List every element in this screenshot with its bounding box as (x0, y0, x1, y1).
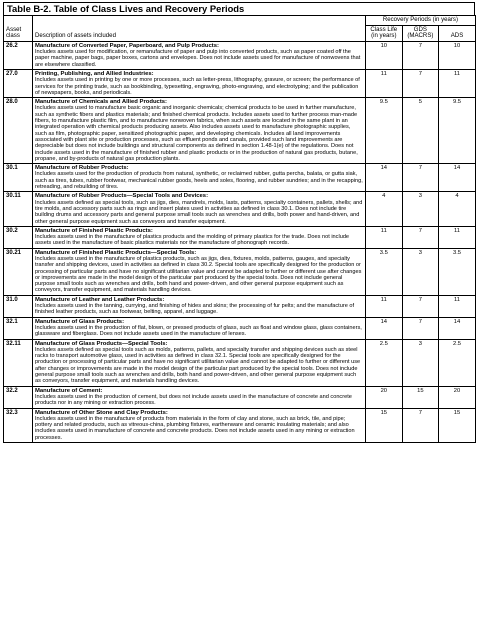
gds-cell: 7 (402, 164, 439, 192)
description-cell (33, 295, 366, 317)
description-cell (33, 192, 366, 226)
description-text: Includes assets used in the production of cement, but does not include assets used in the manufacture of concrete and concrete products nor in any mining or extraction process. (35, 393, 352, 407)
header-gds: GDS (MACRS) (402, 25, 439, 41)
description-cell (33, 226, 366, 248)
class-life-cell: 11 (366, 69, 403, 97)
asset-class-cell: 30.1 (4, 164, 33, 192)
ads-cell: 4 (439, 192, 476, 226)
ads-cell: 2.5 (439, 339, 476, 386)
asset-class-cell: 32.1 (4, 317, 33, 339)
table-row (4, 248, 476, 295)
asset-class-cell: 30.21 (4, 248, 33, 295)
description-cell (33, 98, 366, 164)
description-heading: Manufacture of Rubber Products—Special Tools and Devices: (35, 193, 209, 200)
gds-cell: 7 (402, 69, 439, 97)
asset-class-cell: 32.11 (4, 339, 33, 386)
asset-class-cell: 26.2 (4, 41, 33, 69)
description-cell (33, 408, 366, 442)
description-heading: Manufacture of Converted Paper, Paperboard, and Pulp Products: (35, 42, 219, 49)
class-life-cell: 2.5 (366, 339, 403, 386)
ads-cell: 11 (439, 226, 476, 248)
ads-cell: 9.5 (439, 98, 476, 164)
table-row (4, 386, 476, 408)
ads-cell: 10 (439, 41, 476, 69)
class-lives-table (3, 15, 476, 443)
description-heading: Manufacture of Glass Products—Special Tools: (35, 340, 168, 347)
header-ads: ADS (439, 25, 476, 41)
gds-cell: 7 (402, 317, 439, 339)
ads-cell: 11 (439, 295, 476, 317)
gds-cell: 7 (402, 41, 439, 69)
ads-cell: 3.5 (439, 248, 476, 295)
description-text: Includes assets used for modification, or remanufacture of paper and pulp into converted products, such as paper coated off the paper machine, paper bags, paper boxes, cartons and envelopes. Does not include assets used for manufacture of nonwovens that are elsewhere classified. (35, 49, 361, 68)
table-row (4, 339, 476, 386)
description-heading: Manufacture of Leather and Leather Products: (35, 296, 165, 303)
table-body (4, 41, 476, 442)
table-title: Table B-2. Table of Class Lives and Recovery Periods (3, 2, 475, 15)
asset-class-cell: 27.0 (4, 69, 33, 97)
description-heading: Manufacture of Finished Plastic Products—Special Tools: (35, 249, 197, 256)
description-text: Includes assets defined as special tools such as molds, patterns, pallets, and specialty transfer and shipping devices such as steel racks to transport automotive glass, used in activities as defined in class 32.1. Special tools are specifically designed for the production or processing of particular parts and have no significant utilitarian value and cannot be adapted to further or different use after changes or improvements are made in the model design of the particular part produced by the special tools. Does not include general purpose small tools such as wrenches and drills, both hand and power-driven, and other general purpose equipment such as conveyors, transfer equipment, and materials handling devices. (35, 346, 361, 385)
gds-cell: 7 (402, 295, 439, 317)
description-text: Includes assets used for the production of products from natural, synthetic, or reclaimed rubber, gutta percha, balata, or gutta siak, such as tires, tubes, rubber footwear, mechanical rubber goods, heels and soles, flooring, and rubber sundries; and in the recapping, retreading, and rebuilding of tires. (35, 171, 363, 191)
description-heading: Manufacture of Other Stone and Clay Products: (35, 409, 168, 416)
description-text: Includes assets defined as special tools, such as jigs, dies, mandrels, molds, lasts, patterns, specialty containers, pallets, shells; and tire molds, and accessory parts such as rings and insert plates used in activities as defined in class 30.1. Does not include tire building drums and accessory parts and general purpose small tools such as wrenches and drills, both power and hand-driven, and other general purpose equipment such as conveyors and transfer equipment. (35, 199, 363, 225)
gds-cell: 7 (402, 408, 439, 442)
asset-class-cell: 30.11 (4, 192, 33, 226)
description-cell (33, 339, 366, 386)
description-cell (33, 164, 366, 192)
gds-cell: 3 (402, 248, 439, 295)
class-life-cell: 11 (366, 226, 403, 248)
description-text: Includes assets used in the production of flat, blown, or pressed products of glass, such as float and window glass, glass containers, glassware and fiberglass. Does not include assets used in the manufacture of lenses. (35, 324, 362, 338)
header-asset-class: Asset class (4, 16, 33, 42)
description-cell (33, 248, 366, 295)
class-life-cell: 20 (366, 386, 403, 408)
description-cell (33, 69, 366, 97)
table-row (4, 98, 476, 164)
gds-cell: 3 (402, 192, 439, 226)
description-text: Includes assets used in printing by one or more processes, such as letter-press, lithography, gravure, or screen; the performance of services for the printing trade, such as bookbinding, typesetting, engraving, photo-engraving, and electrotyping; and the publication of newspapers, books, and periodicals. (35, 77, 360, 96)
class-life-cell: 14 (366, 317, 403, 339)
gds-cell: 7 (402, 226, 439, 248)
table-row (4, 41, 476, 69)
class-life-cell: 11 (366, 295, 403, 317)
asset-class-cell: 32.2 (4, 386, 33, 408)
gds-cell: 15 (402, 386, 439, 408)
asset-class-cell: 30.2 (4, 226, 33, 248)
class-life-cell: 15 (366, 408, 403, 442)
description-heading: Manufacture of Chemicals and Allied Products: (35, 99, 168, 106)
description-text: Includes assets used in the manufacture of products from materials in the form of clay and stone, such as brick, tile, and pipe; pottery and related products, such as vitreous-china, plumbing fixtures, earthenware and ceramic insulating materials; and also includes assets used in manufacture of concrete and concrete products. Does not include assets used in any mining or extraction processes. (35, 415, 355, 441)
description-heading: Manufacture of Finished Plastic Products: (35, 227, 153, 234)
description-text: Includes assets used in the manufacture of plastics products, such as jigs, dies, fixtures, molds, patterns, gauges, and specialty transfer and shipping devices, used in activities as defined in class 30.2. Special tools are specifically designed for the production or processing of particular parts and have no significant utilitarian value and cannot be adapted to further or different use after changes or improvements are made in the model design of the particular part produced by the special tools. Does not include general purpose small tools such as wrenches and drills, both hand and power-driven, and other general purpose equipment such as conveyors, transfer equipment, and materials handling devices. (35, 255, 362, 294)
gds-cell: 3 (402, 339, 439, 386)
asset-class-cell: 28.0 (4, 98, 33, 164)
description-heading: Manufacture of Rubber Products: (35, 165, 129, 172)
table-header (4, 16, 476, 42)
class-life-cell: 3.5 (366, 248, 403, 295)
header-recovery-periods: Recovery Periods (in years) (366, 16, 476, 26)
description-heading: Manufacture of Glass Products: (35, 318, 125, 325)
ads-cell: 11 (439, 69, 476, 97)
ads-cell: 15 (439, 408, 476, 442)
class-life-cell: 10 (366, 41, 403, 69)
description-heading: Manufacture of Cement: (35, 387, 103, 394)
description-text: Includes assets used to manufacture basic organic and inorganic chemicals; chemical products to be used in further manufacture, such as synthetic fibers and plastics materials; and finished chemical products. Includes assets used to further process man-made fibers, to manufacture plastic film, and to manufacture nonwoven fabrics, when such assets are located in the same plant in an integrated operation with chemical products producing assets. Also includes assets used to manufacture photographic supplies, such as film, photographic paper, sensitized photographic paper, and developing chemicals. Includes all land improvements associated with plant site or production processes, such as effluent ponds and canals, provided such land improvements are depreciable but does not include buildings and structural components as defined in section 1.48-1(e) of the regulations. Does not include assets used in the manufacture of finished rubber and plastic products or in the production of natural gas products, butane, propane, and by-products of natural gas production plants. (35, 105, 358, 162)
description-cell (33, 386, 366, 408)
table-row (4, 295, 476, 317)
description-text: Includes assets used in the tanning, currying, and finishing of hides and skins; the processing of fur pelts; and the manufacture of finished leather products, such as footwear, belting, apparel, and luggage. (35, 303, 355, 316)
table-row (4, 226, 476, 248)
ads-cell: 20 (439, 386, 476, 408)
table-row (4, 192, 476, 226)
table-row (4, 164, 476, 192)
asset-class-cell: 31.0 (4, 295, 33, 317)
table-row (4, 69, 476, 97)
asset-class-cell: 32.3 (4, 408, 33, 442)
class-life-cell: 9.5 (366, 98, 403, 164)
header-class-life: Class Life (in years) (366, 25, 403, 41)
table-row (4, 408, 476, 442)
class-life-cell: 4 (366, 192, 403, 226)
class-life-cell: 14 (366, 164, 403, 192)
gds-cell: 5 (402, 98, 439, 164)
description-heading: Printing, Publishing, and Allied Industries: (35, 70, 154, 77)
description-cell (33, 41, 366, 69)
description-text: Includes assets used in the manufacture of plastics products and the molding of primary plastics for the trade. Does not include assets used in the manufacture of basic plastics materials nor the manufacture of phonograph records. (35, 234, 350, 247)
ads-cell: 14 (439, 164, 476, 192)
description-cell (33, 317, 366, 339)
header-description: Description of assets included (33, 16, 366, 42)
table-row (4, 317, 476, 339)
ads-cell: 14 (439, 317, 476, 339)
